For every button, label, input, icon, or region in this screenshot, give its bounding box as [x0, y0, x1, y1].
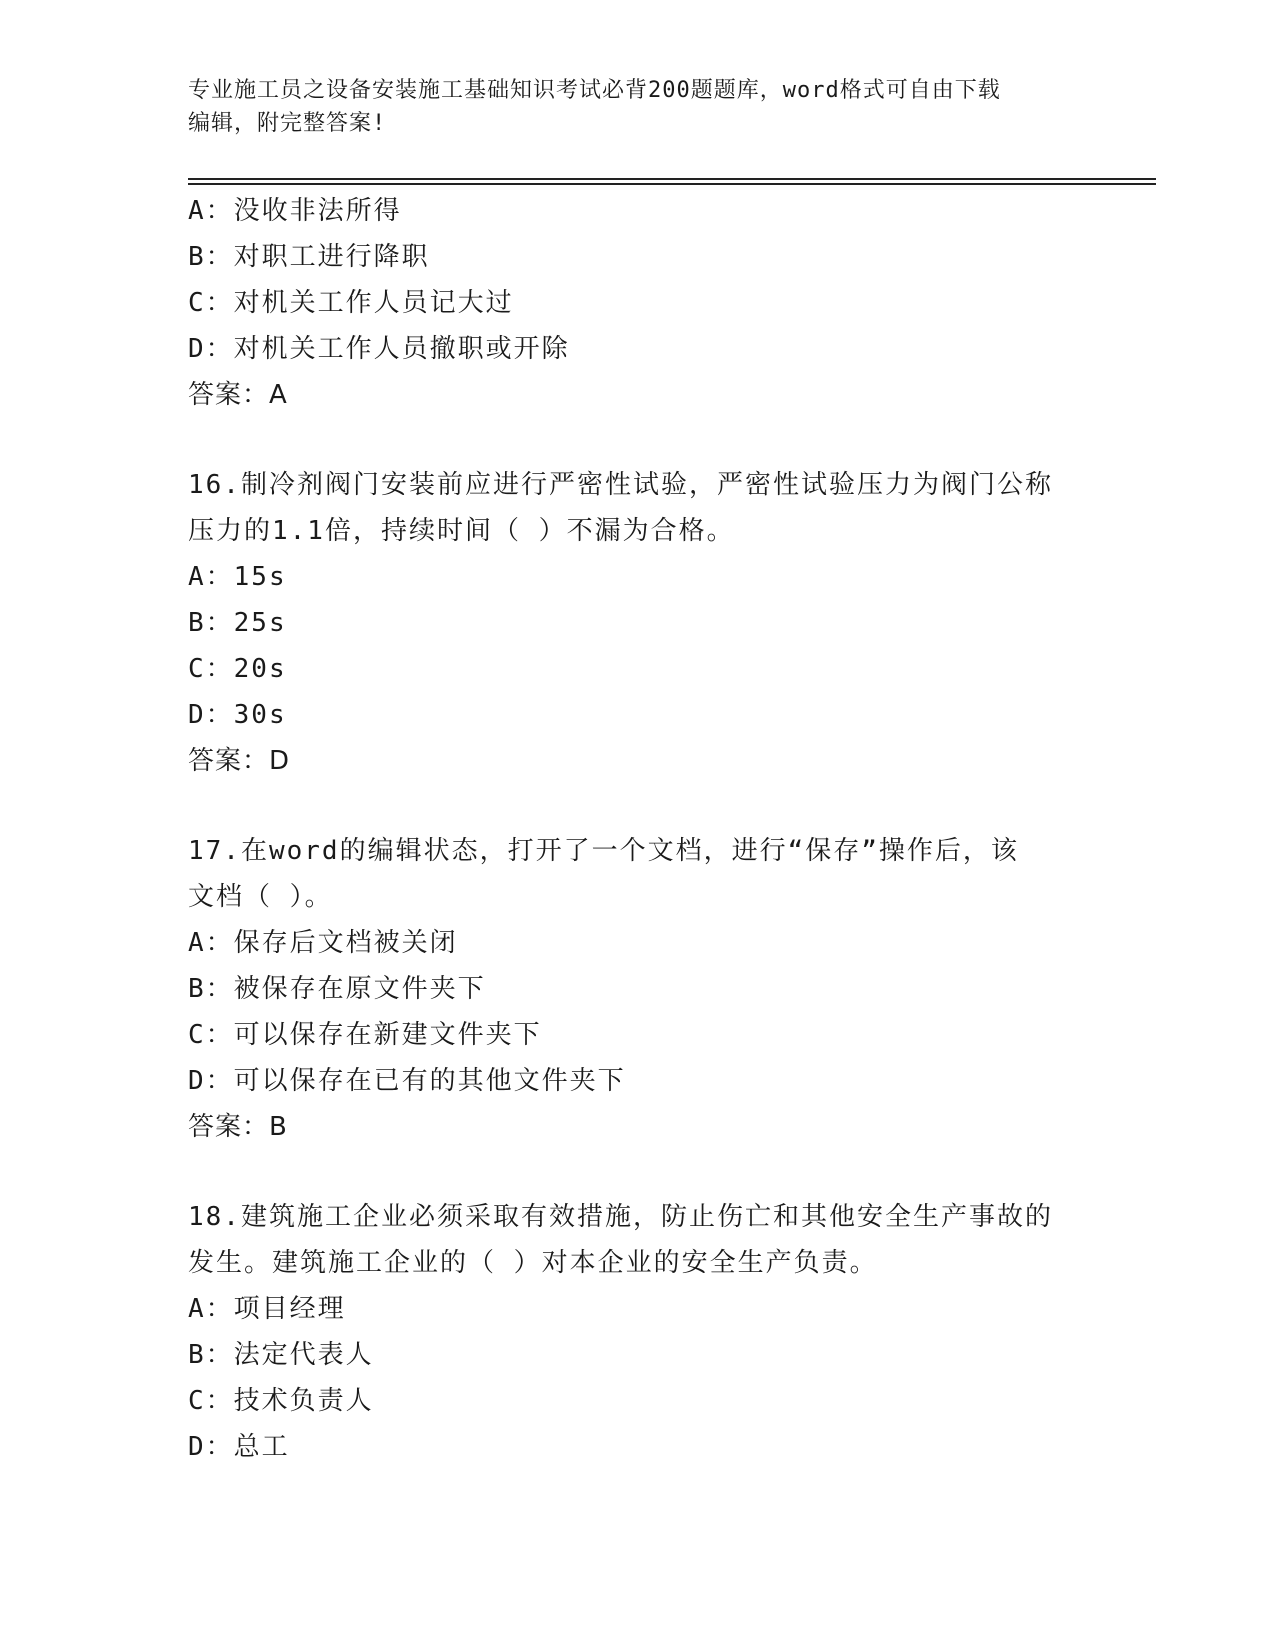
- option-b: B：被保存在原文件夹下: [188, 974, 486, 1004]
- option-d: D：对机关工作人员撤职或开除: [188, 334, 570, 364]
- question-stem: 16.制冷剂阀门安装前应进行严密性试验，严密性试验压力为阀门公称: [188, 470, 1053, 500]
- question-18: [188, 1194, 1088, 1470]
- option-a: A：项目经理: [188, 1294, 346, 1324]
- spacer: [188, 418, 1088, 462]
- header-line-1: 专业施工员之设备安装施工基础知识考试必背200题题库，word格式可自由下载: [188, 78, 1001, 103]
- option-d: D：总工: [188, 1432, 290, 1462]
- answer-line: 答案：D: [188, 746, 291, 776]
- option-c: C：技术负责人: [188, 1386, 374, 1416]
- option-d: D：30s: [188, 700, 287, 730]
- question-stem: 17.在word的编辑状态，打开了一个文档，进行“保存”操作后，该: [188, 836, 1019, 866]
- option-a: A：没收非法所得: [188, 196, 402, 226]
- question-stem: 18.建筑施工企业必须采取有效措施，防止伤亡和其他安全生产事故的: [188, 1202, 1053, 1232]
- answer-line: 答案：A: [188, 380, 288, 410]
- header-line-2: 编辑，附完整答案!: [188, 111, 387, 136]
- question-17: [188, 828, 1088, 1150]
- option-b: B：25s: [188, 608, 287, 638]
- option-c: C：20s: [188, 654, 287, 684]
- question-stem-continued: 发生。建筑施工企业的（ ）对本企业的安全生产负责。: [188, 1248, 878, 1278]
- spacer: [188, 1150, 1088, 1194]
- option-a: A：15s: [188, 562, 287, 592]
- header-rule-top: [188, 178, 1156, 180]
- header-rule-bottom: [188, 183, 1156, 185]
- option-c: C：对机关工作人员记大过: [188, 288, 514, 318]
- spacer: [188, 784, 1088, 828]
- question-stem-continued: 压力的1.1倍，持续时间（ ）不漏为合格。: [188, 516, 735, 546]
- question-16: [188, 462, 1088, 784]
- page-header: [188, 74, 1088, 140]
- question-stem-continued: 文档（ ）。: [188, 882, 333, 912]
- answer-line: 答案：B: [188, 1112, 288, 1142]
- option-a: A：保存后文档被关闭: [188, 928, 458, 958]
- document-body: [188, 188, 1088, 1470]
- option-b: B：法定代表人: [188, 1340, 374, 1370]
- question-15-continued: [188, 188, 1088, 418]
- option-c: C：可以保存在新建文件夹下: [188, 1020, 542, 1050]
- option-d: D：可以保存在已有的其他文件夹下: [188, 1066, 626, 1096]
- option-b: B：对职工进行降职: [188, 242, 430, 272]
